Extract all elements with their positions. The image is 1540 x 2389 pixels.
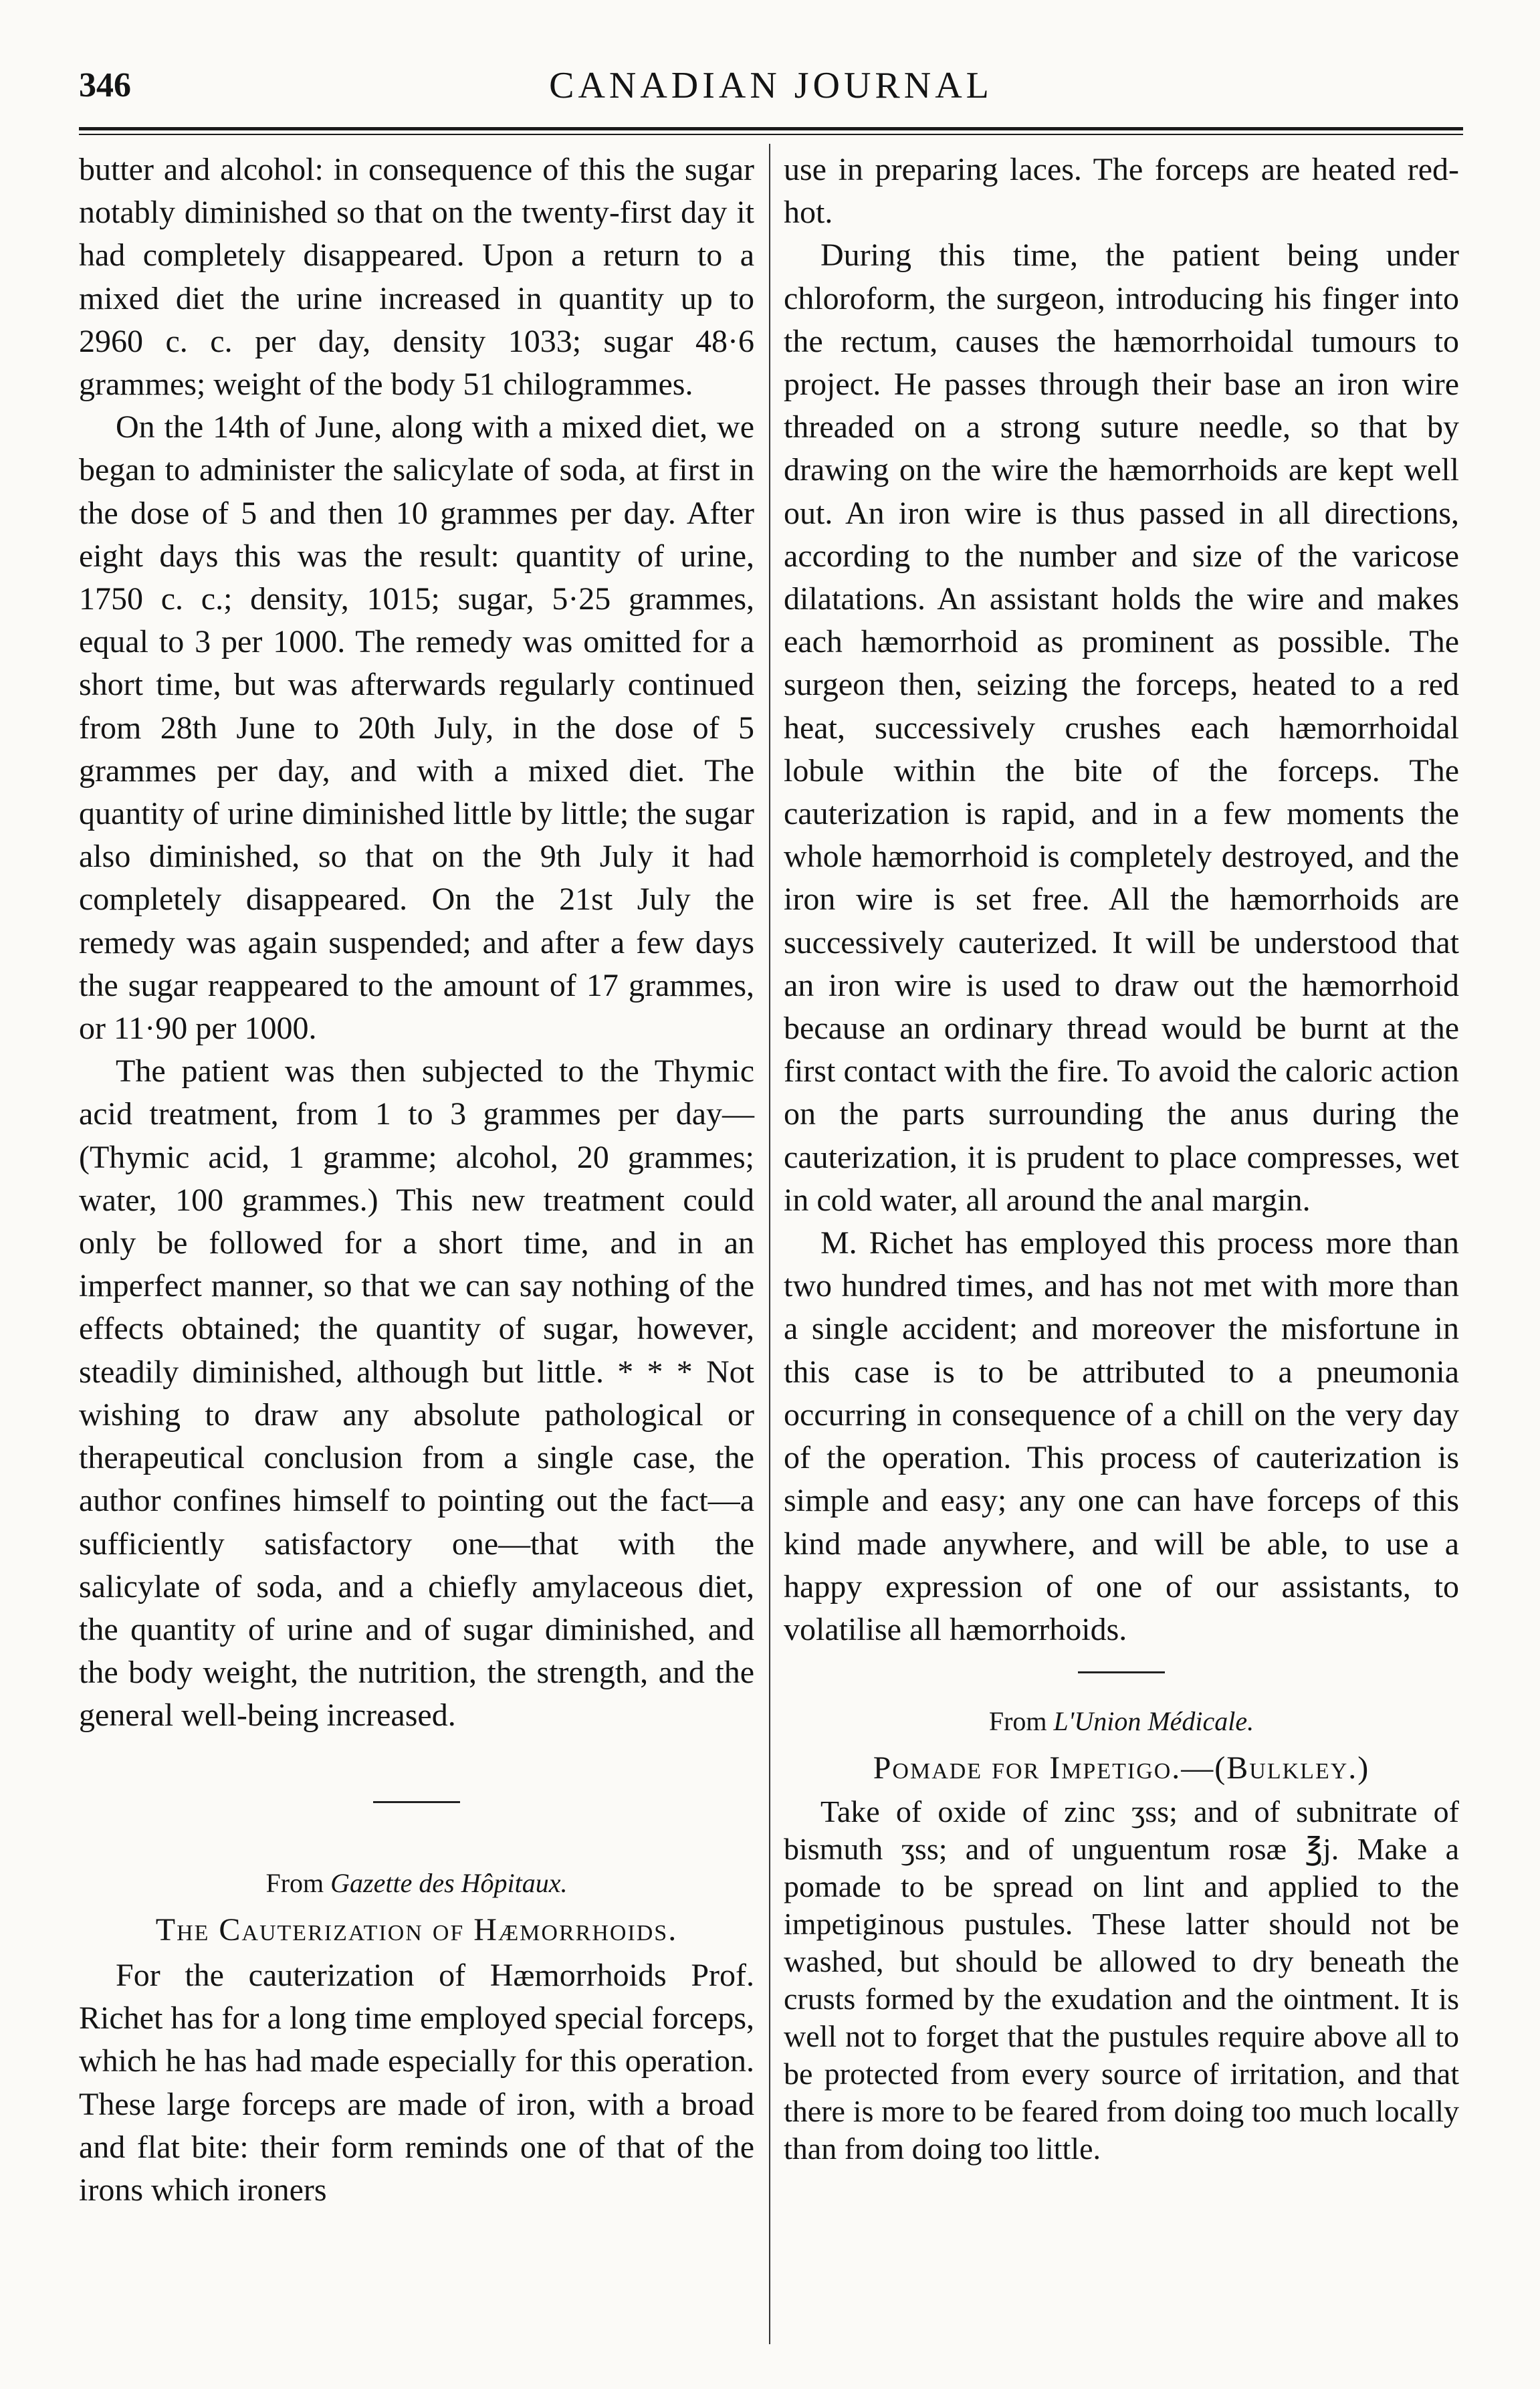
page-number: 346: [79, 66, 131, 104]
paragraph: use in preparing laces. The forceps are heated red-hot.: [784, 152, 1459, 231]
header-rule: [79, 127, 1463, 130]
paragraph: M. Richet has employed this process more than two hundred times, and has not met with more than a single accident; and moreover the misfortune in this case is to be attributed to a pneumonia occurring in consequence of a chill on the very day of the operation. This process of cauterization is simple and easy; any one can have forceps of this kind made anywhere, and will be able, to use a happy expression of one of our assistants, to volatilise all hæmorrhoids.: [784, 1225, 1459, 1647]
paragraph: The patient was then subjected to the Thymic acid treatment, from 1 to 3 grammes per day—(Thymic acid, 1 gramme; alcohol, 20 grammes; water, 100 grammes.) This new treatment could only be followed for a short time, and in an imperfect manner, so that we can say nothing of the effects obtained; the quantity of sugar, however, steadily diminished, although but little. * * * Not wishing to draw any absolute pathological or therapeutical conclusion from a single case, the author confines himself to pointing out the fact—a sufficiently satisfactory one—that with the salicylate of soda, and a chiefly amylaceous diet, the quantity of urine and of sugar diminished, and the body weight, the nutrition, the strength, and the general well-being increased.: [79, 1053, 754, 1734]
header-rule-thin: [79, 134, 1463, 135]
left-column: [79, 148, 754, 2212]
page-header: [79, 60, 1463, 114]
article-title: The Cauterization of Hæmorrhoids.: [155, 1911, 678, 1948]
paragraph: During this time, the patient being under chloroform, the surgeon, introducing his finger into the rectum, causes the hæmorrhoidal tumours to project. He passes through their base an iron wire threaded on a strong suture needle, so that by drawing on the wire the hæmorrhoids are kept well out. An iron wire is thus passed in all directions, according to the number and size of the varicose dilatations. An assistant holds the wire and makes each hæmorrhoid as prominent as possible. The surgeon then, seizing the forceps, heated to a red heat, successively crushes each hæmorrhoidal lobule within the bite of the forceps. The cauterization is rapid, and in a few moments the whole hæmorrhoid is completely destroyed, and the iron wire is set free. All the hæmorrhoids are successively cauterized. It will be understood that an iron wire is used to draw out the hæmorrhoid because an ordinary thread would be burnt at the first contact with the fire. To avoid the caloric action on the parts surrounding the anus during the cauterization, it is prudent to place compresses, wet in cold water, all around the anal margin.: [784, 237, 1459, 1218]
paragraph: On the 14th of June, along with a mixed diet, we began to administer the salicylate of soda, at first in the dose of 5 and then 10 grammes per day. After eight days this was the result: quantity of urine, 1750 c. c.; density, 1015; sugar, 5·25 grammes, equal to 3 per 1000. The remedy was omitted for a short time, but was afterwards regularly continued from 28th June to 20th July, in the dose of 5 grammes per day, and with a mixed diet. The quantity of urine diminished little by little; the sugar also diminished, so that on the 9th July it had completely disappeared. On the 21st July the remedy was again suspended; and after a few days the sugar reappeared to the amount of 17 grammes, or 11·90 per 1000.: [79, 409, 754, 1047]
article-title: Pomade for Impetigo.—(Bulkley.): [873, 1750, 1370, 1786]
column-divider: [769, 144, 770, 2344]
article-source: [79, 1862, 754, 1905]
paragraph: butter and alcohol: in consequence of this the sugar notably diminished so that on the twenty-first day it had completely disappeared. Upon a return to a mixed diet the urine increased in quantity up to 2960 c. c. per day, density 1033; sugar 48·6 grammes; weight of the body 51 chilogrammes.: [79, 152, 754, 403]
source-name: Gazette des Hôpitaux.: [330, 1867, 568, 1898]
running-head: CANADIAN JOURNAL: [549, 65, 993, 106]
source-prefix: From: [988, 1706, 1054, 1737]
article-source: [784, 1700, 1459, 1743]
source-prefix: From: [265, 1867, 331, 1898]
paragraph: Take of oxide of zinc ʒss; and of subnitrate of bismuth ʒss; and of unguentum rosæ ℥j. Make a pomade to be spread on lint and applied to the impetiginous pustules. These latter should not be washed, but should be allowed to dry beneath the crusts formed by the exudation and the ointment. It is well not to forget that the pustules require above all to be protected from every source of irritation, and that there is more to be feared from doing too much locally than from doing too little.: [784, 1794, 1459, 2166]
right-column: [784, 148, 1459, 2168]
section-separator: [1078, 1671, 1165, 1673]
paragraph: For the cauterization of Hæmorrhoids Prof. Richet has for a long time employed special forceps, which he has had made especially for this operation. These large forceps are made of iron, with a broad and flat bite: their form reminds one of that of the irons which ironers: [79, 1957, 754, 2208]
source-name: L'Union Médicale.: [1053, 1706, 1254, 1737]
section-separator: [373, 1801, 460, 1803]
